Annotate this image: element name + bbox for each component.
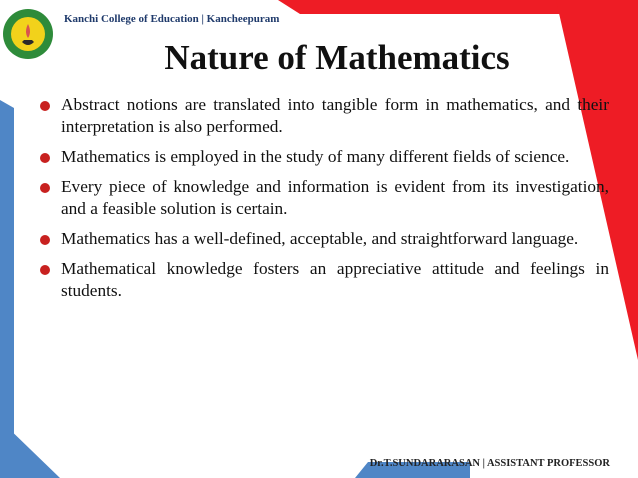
bullet-item <box>37 146 609 168</box>
bullet-item <box>37 228 609 250</box>
author-footer: Dr.T.SUNDARARASAN | ASSISTANT PROFESSOR <box>369 458 610 469</box>
bullet-text: Mathematics has a well-defined, acceptable, and straightforward language. <box>61 229 579 248</box>
bullet-text: Abstract notions are translated into tangible form in mathematics, and their interpretation is also performed. <box>61 95 609 136</box>
bullet-item <box>37 94 609 138</box>
bullet-dot-icon <box>40 101 50 111</box>
bullet-item <box>37 176 609 220</box>
slide-title: Nature of Mathematics <box>164 38 510 77</box>
left-blue-band <box>0 100 14 478</box>
bullet-dot-icon <box>40 183 50 193</box>
bullet-item <box>37 258 609 302</box>
bullet-text: Mathematics is employed in the study of many different fields of science. <box>61 147 570 166</box>
bullet-dot-icon <box>40 265 50 275</box>
bullet-text: Every piece of knowledge and information is evident from its investigation, and a feasible solution is certain. <box>61 177 609 218</box>
bullet-text: Mathematical knowledge fosters an appreciative attitude and feelings in students. <box>61 259 609 300</box>
college-name: Kanchi College of Education | Kancheepuram <box>64 13 280 25</box>
bullet-dot-icon <box>40 153 50 163</box>
bottom-blue-band <box>0 420 60 478</box>
bullet-list <box>37 94 609 310</box>
bullet-dot-icon <box>40 235 50 245</box>
